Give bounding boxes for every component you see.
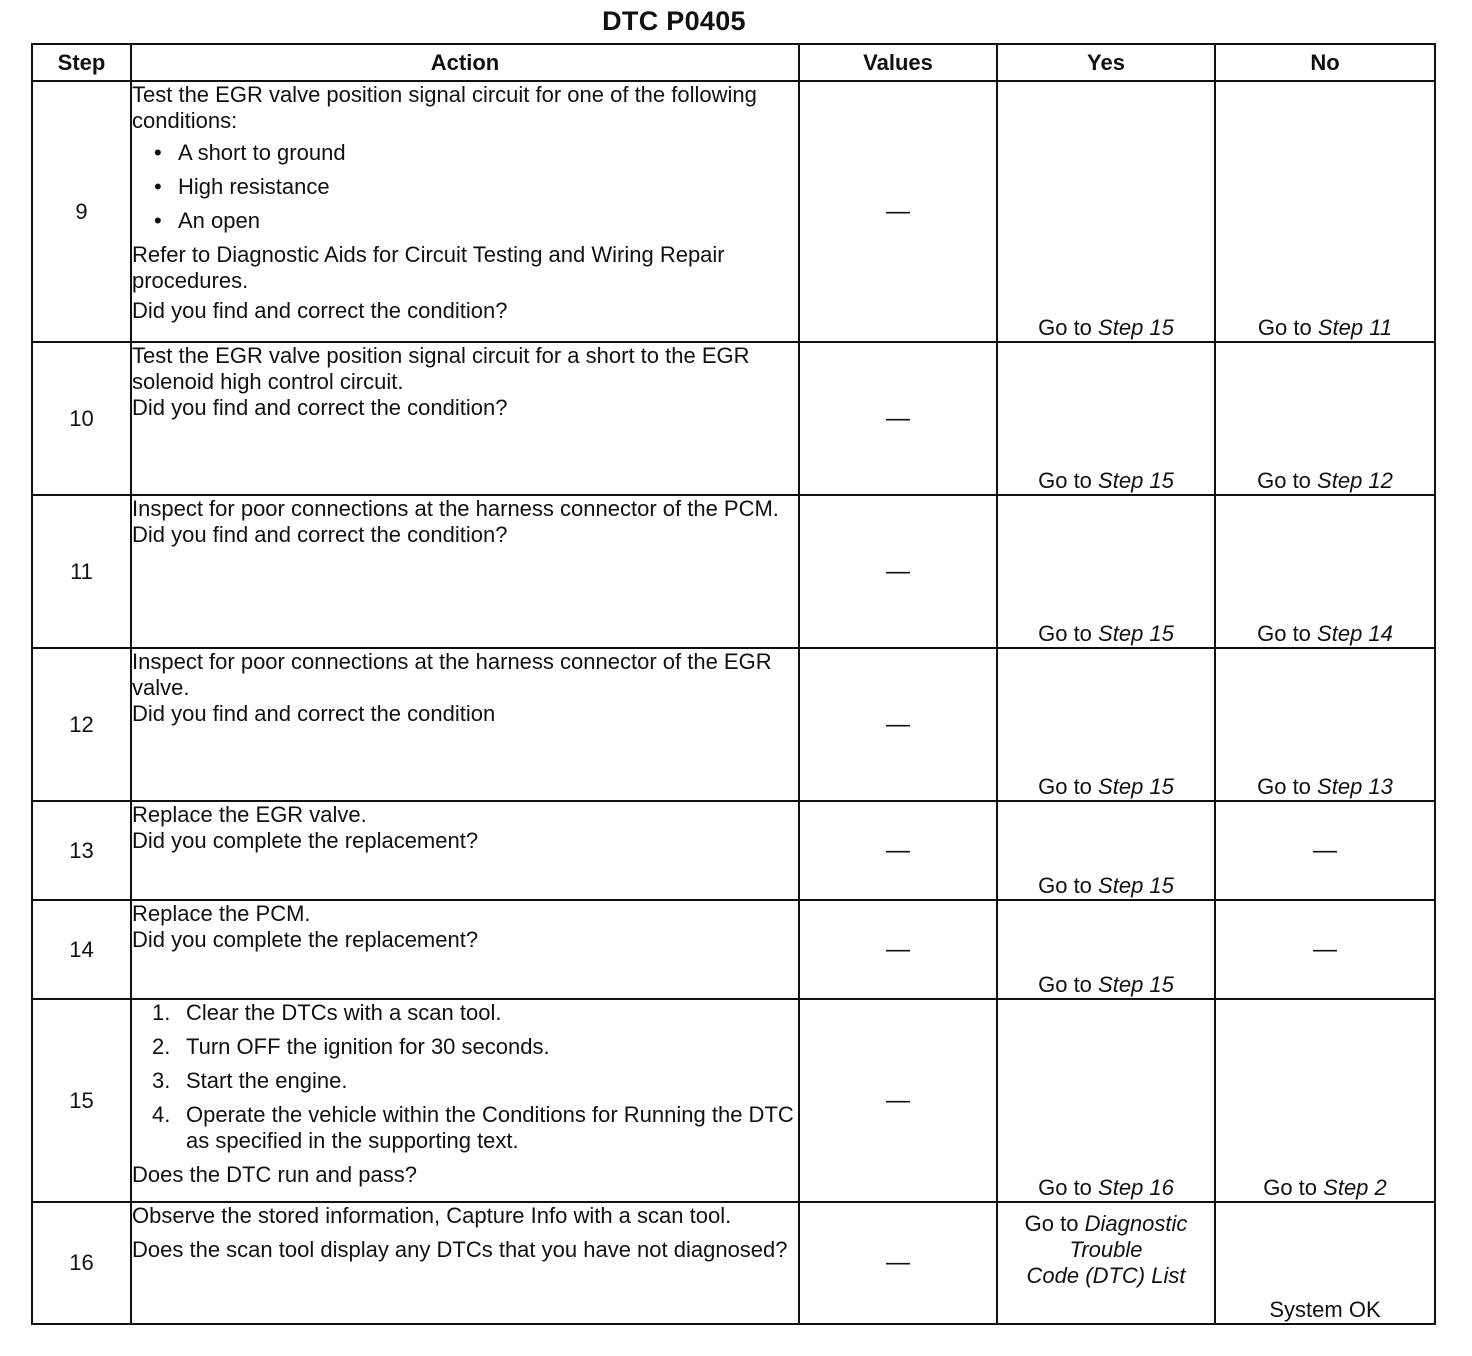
values-cell: — xyxy=(799,648,997,801)
go-to-text: Go to xyxy=(1024,1211,1079,1236)
list-item: • An open xyxy=(154,208,798,234)
item-number: 1. xyxy=(152,1000,171,1025)
yes-cell xyxy=(997,900,1215,999)
action-text: Replace the PCM. xyxy=(132,901,311,926)
yes-step-link[interactable]: Step 16 xyxy=(1098,1175,1174,1200)
values-cell: — xyxy=(799,495,997,648)
values-cell: — xyxy=(799,1202,997,1324)
go-to-text: Go to xyxy=(1038,621,1092,646)
condition-list xyxy=(154,140,798,234)
go-to-text: Go to xyxy=(1038,1175,1092,1200)
yes-cell xyxy=(997,81,1215,342)
step-number: 16 xyxy=(32,1202,131,1324)
header-yes: Yes xyxy=(997,44,1215,81)
list-item: • High resistance xyxy=(154,174,798,200)
list-item xyxy=(152,1034,798,1060)
yes-link-line-3[interactable]: Code (DTC) List xyxy=(1026,1263,1186,1288)
values-cell: — xyxy=(799,81,997,342)
go-to-text: Go to xyxy=(1038,468,1092,493)
list-item: • A short to ground xyxy=(154,140,798,166)
yes-step-link[interactable]: Step 15 xyxy=(1098,315,1174,340)
item-text: Clear the DTCs with a scan tool. xyxy=(186,1000,502,1025)
action-text: Test the EGR valve position signal circuit for a short to the EGR solenoid high control circuit. xyxy=(132,343,750,394)
table-row xyxy=(32,999,1435,1202)
no-step-link[interactable]: Step 14 xyxy=(1317,621,1393,646)
no-cell xyxy=(1215,495,1435,648)
yes-cell xyxy=(997,342,1215,495)
step-number: 14 xyxy=(32,900,131,999)
go-to-text: Go to xyxy=(1038,774,1092,799)
go-to-text: Go to xyxy=(1038,972,1092,997)
procedure-list xyxy=(152,1000,798,1154)
item-text: Start the engine. xyxy=(186,1068,348,1093)
action-cell xyxy=(131,999,799,1202)
no-cell xyxy=(1215,342,1435,495)
item-number: 2. xyxy=(152,1034,171,1059)
action-question: Does the DTC run and pass? xyxy=(132,1162,417,1187)
yes-cell xyxy=(997,1202,1215,1324)
yes-step-link[interactable]: Step 15 xyxy=(1098,972,1174,997)
action-cell xyxy=(131,495,799,648)
action-question: Did you find and correct the condition? xyxy=(132,395,508,420)
header-step: Step xyxy=(32,44,131,81)
action-question: Did you find and correct the condition? xyxy=(132,522,508,547)
go-to-text: Go to xyxy=(1263,1175,1318,1200)
action-question: Did you find and correct the condition xyxy=(132,701,496,726)
action-cell xyxy=(131,900,799,999)
yes-step-link[interactable]: Step 15 xyxy=(1098,621,1174,646)
list-item xyxy=(152,1068,798,1094)
go-to-text: Go to xyxy=(1257,621,1311,646)
no-cell xyxy=(1215,648,1435,801)
table-row xyxy=(32,900,1435,999)
no-step-link[interactable]: Step 13 xyxy=(1317,774,1393,799)
table-row xyxy=(32,801,1435,900)
go-to-text: Go to xyxy=(1257,315,1312,340)
action-text: Replace the EGR valve. xyxy=(132,802,367,827)
yes-step-link[interactable]: Diagnostic xyxy=(1084,1211,1188,1236)
values-cell: — xyxy=(799,900,997,999)
yes-cell xyxy=(997,999,1215,1202)
step-number: 10 xyxy=(32,342,131,495)
step-number: 15 xyxy=(32,999,131,1202)
no-cell xyxy=(1215,1202,1435,1324)
list-item xyxy=(152,1102,798,1154)
yes-cell xyxy=(997,801,1215,900)
yes-cell xyxy=(997,495,1215,648)
action-question: Does the scan tool display any DTCs that you have not diagnosed? xyxy=(132,1237,788,1262)
go-to-text: Go to xyxy=(1038,315,1092,340)
values-cell: — xyxy=(799,342,997,495)
step-number: 13 xyxy=(32,801,131,900)
header-action: Action xyxy=(131,44,799,81)
header-no: No xyxy=(1215,44,1435,81)
table-row xyxy=(32,342,1435,495)
go-to-text: Go to xyxy=(1038,873,1092,898)
action-cell xyxy=(131,81,799,342)
action-cell xyxy=(131,801,799,900)
action-text: Inspect for poor connections at the harness connector of the PCM. xyxy=(132,496,779,521)
values-cell: — xyxy=(799,999,997,1202)
action-text: Test the EGR valve position signal circuit for one of the following conditions: xyxy=(132,82,757,133)
table-row xyxy=(32,1202,1435,1324)
no-step-link[interactable]: Step 11 xyxy=(1317,315,1393,340)
item-text: Turn OFF the ignition for 30 seconds. xyxy=(186,1034,550,1059)
action-question: Did you complete the replacement? xyxy=(132,828,479,853)
step-number: 12 xyxy=(32,648,131,801)
item-number: 3. xyxy=(152,1068,171,1093)
header-row xyxy=(32,44,1435,81)
action-question: Did you find and correct the condition? xyxy=(132,298,508,323)
no-cell xyxy=(1215,81,1435,342)
no-step-link[interactable]: Step 2 xyxy=(1323,1175,1387,1200)
yes-step-link[interactable]: Step 15 xyxy=(1098,468,1174,493)
table-row xyxy=(32,495,1435,648)
action-cell xyxy=(131,648,799,801)
yes-step-link[interactable]: Step 15 xyxy=(1098,873,1174,898)
item-number: 4. xyxy=(152,1102,171,1127)
list-item xyxy=(152,1000,798,1026)
no-cell xyxy=(1215,999,1435,1202)
table-row xyxy=(32,648,1435,801)
header-values: Values xyxy=(799,44,997,81)
page-title: DTC P0405 xyxy=(602,6,746,36)
no-cell: — xyxy=(1215,801,1435,900)
action-cell xyxy=(131,1202,799,1324)
action-question: Did you complete the replacement? xyxy=(132,927,479,952)
yes-step-link[interactable]: Step 15 xyxy=(1098,774,1174,799)
step-number: 9 xyxy=(32,81,131,342)
yes-link-line-2[interactable]: Trouble xyxy=(1069,1237,1143,1262)
dtc-table xyxy=(31,43,1436,1325)
action-text: Inspect for poor connections at the harness connector of the EGR valve. xyxy=(132,649,772,700)
no-step-link[interactable]: Step 12 xyxy=(1317,468,1393,493)
step-number: 11 xyxy=(32,495,131,648)
yes-cell xyxy=(997,648,1215,801)
values-cell: — xyxy=(799,801,997,900)
action-text: Observe the stored information, Capture Info with a scan tool. xyxy=(132,1203,732,1228)
action-note: Refer to Diagnostic Aids for Circuit Testing and Wiring Repair procedures. xyxy=(132,242,725,293)
go-to-text: Go to xyxy=(1257,468,1311,493)
no-text: System OK xyxy=(1269,1297,1381,1322)
no-cell: — xyxy=(1215,900,1435,999)
go-to-text: Go to xyxy=(1257,774,1311,799)
table-row xyxy=(32,81,1435,342)
item-text: Operate the vehicle within the Conditions for Running the DTC as specified in the supporting text. xyxy=(186,1102,794,1153)
action-cell xyxy=(131,342,799,495)
yes-link-line-1[interactable] xyxy=(998,1211,1214,1237)
